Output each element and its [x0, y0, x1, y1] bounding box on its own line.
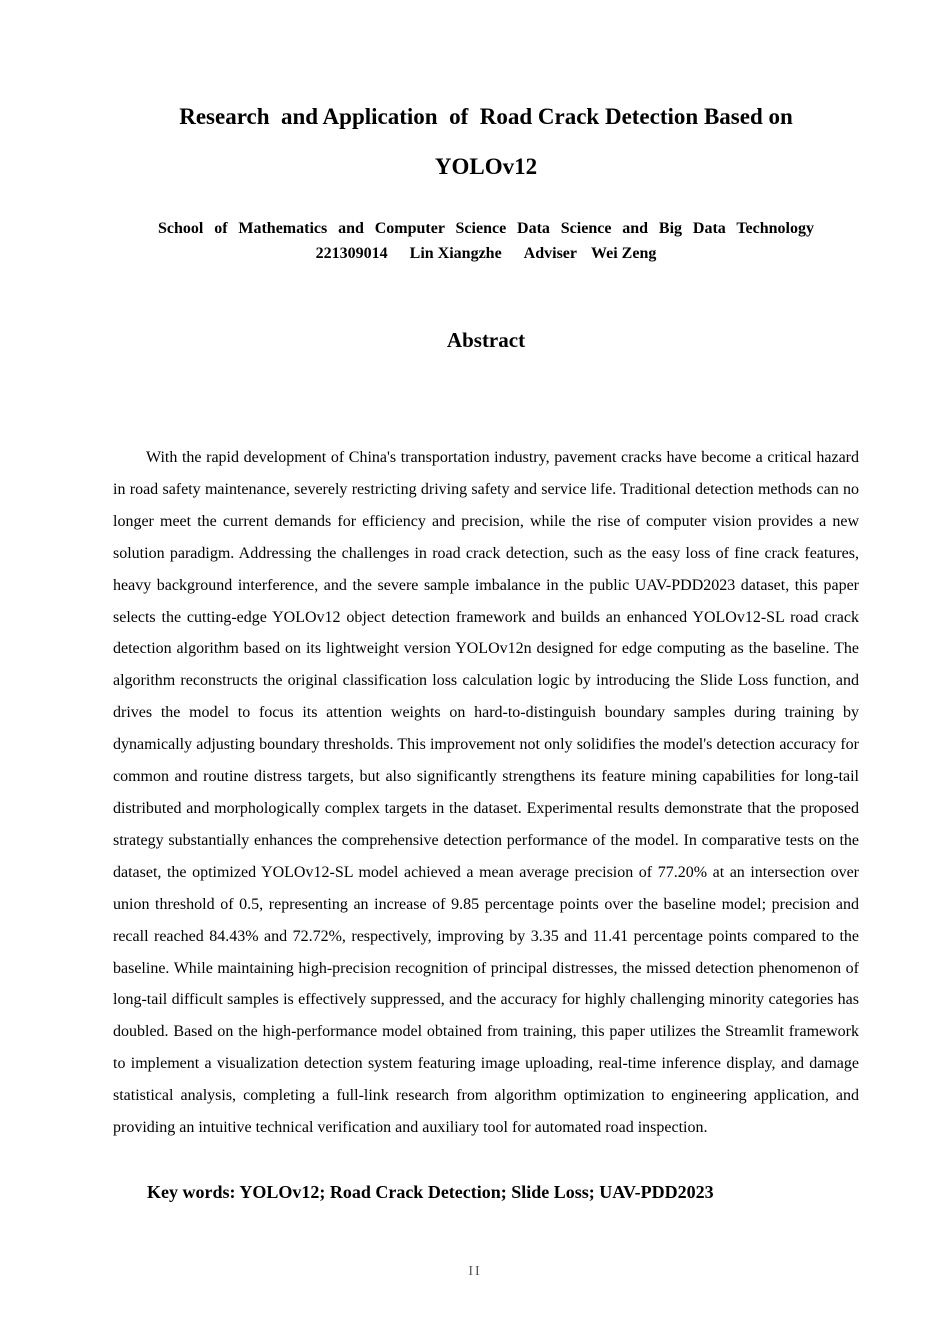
- page-number: II: [468, 1264, 482, 1279]
- keywords: Key words: YOLOv12; Road Crack Detection; Slide Loss; UAV-PDD2023: [147, 1182, 714, 1202]
- adviser-name: Wei Zeng: [591, 245, 657, 262]
- student-id: 221309014: [315, 245, 388, 262]
- paper-title-line-1: Research and Application of Road Crack Detection Based on: [179, 104, 793, 129]
- paper-title: [113, 92, 859, 192]
- adviser-label: Adviser: [523, 245, 577, 262]
- abstract-body: With the rapid development of China's transportation industry, pavement cracks have become a critical hazard in road safety maintenance, severely restricting driving safety and service life. Traditional detection methods can no longer meet the current demands for efficiency and precision, while the rise of computer vision provides a new solution paradigm. Addressing the challenges in road crack detection, such as the easy loss of fine crack features, heavy background interference, and the severe sample imbalance in the public UAV-PDD2023 dataset, this paper selects the cutting-edge YOLOv12 object detection framework and builds an enhanced YOLOv12-SL road crack detection algorithm based on its lightweight version YOLOv12n designed for edge computing as the baseline. The algorithm reconstructs the original classification loss calculation logic by introducing the Slide Loss function, and drives the model to focus its attention weights on hard-to-distinguish boundary samples during training by dynamically adjusting boundary thresholds. This improvement not only solidifies the model's detection accuracy for common and routine distress targets, but also significantly strengthens its feature mining capabilities for long-tail distributed and morphologically complex targets in the dataset. Experimental results demonstrate that the proposed strategy substantially enhances the comprehensive detection performance of the model. In comparative tests on the dataset, the optimized YOLOv12-SL model achieved a mean average precision of 77.20% at an intersection over union threshold of 0.5, representing an increase of 9.85 percentage points over the baseline model; precision and recall reached 84.43% and 72.72%, respectively, improving by 3.35 and 11.41 percentage points compared to the baseline. While maintaining high-precision recognition of principal distresses, the missed detection phenomenon of long-tail difficult samples is effectively suppressed, and the accuracy for highly challenging minority categories has doubled. Based on the high-performance model obtained from training, this paper utilizes the Streamlit framework to implement a visualization detection system featuring image uploading, real-time inference display, and damage statistical analysis, completing a full-link research from algorithm optimization to engineering application, and providing an intuitive technical verification and auxiliary tool for automated road inspection.: [113, 449, 859, 1137]
- school-name: School of Mathematics and Computer Science Data Science and Big Data Technology: [158, 220, 814, 237]
- abstract-heading: Abstract: [446, 328, 526, 352]
- paper-title-line-2: YOLOv12: [434, 154, 538, 179]
- author-affiliation: [158, 216, 814, 266]
- author-name: Lin Xiangzhe: [409, 245, 502, 262]
- author-line: [158, 241, 814, 266]
